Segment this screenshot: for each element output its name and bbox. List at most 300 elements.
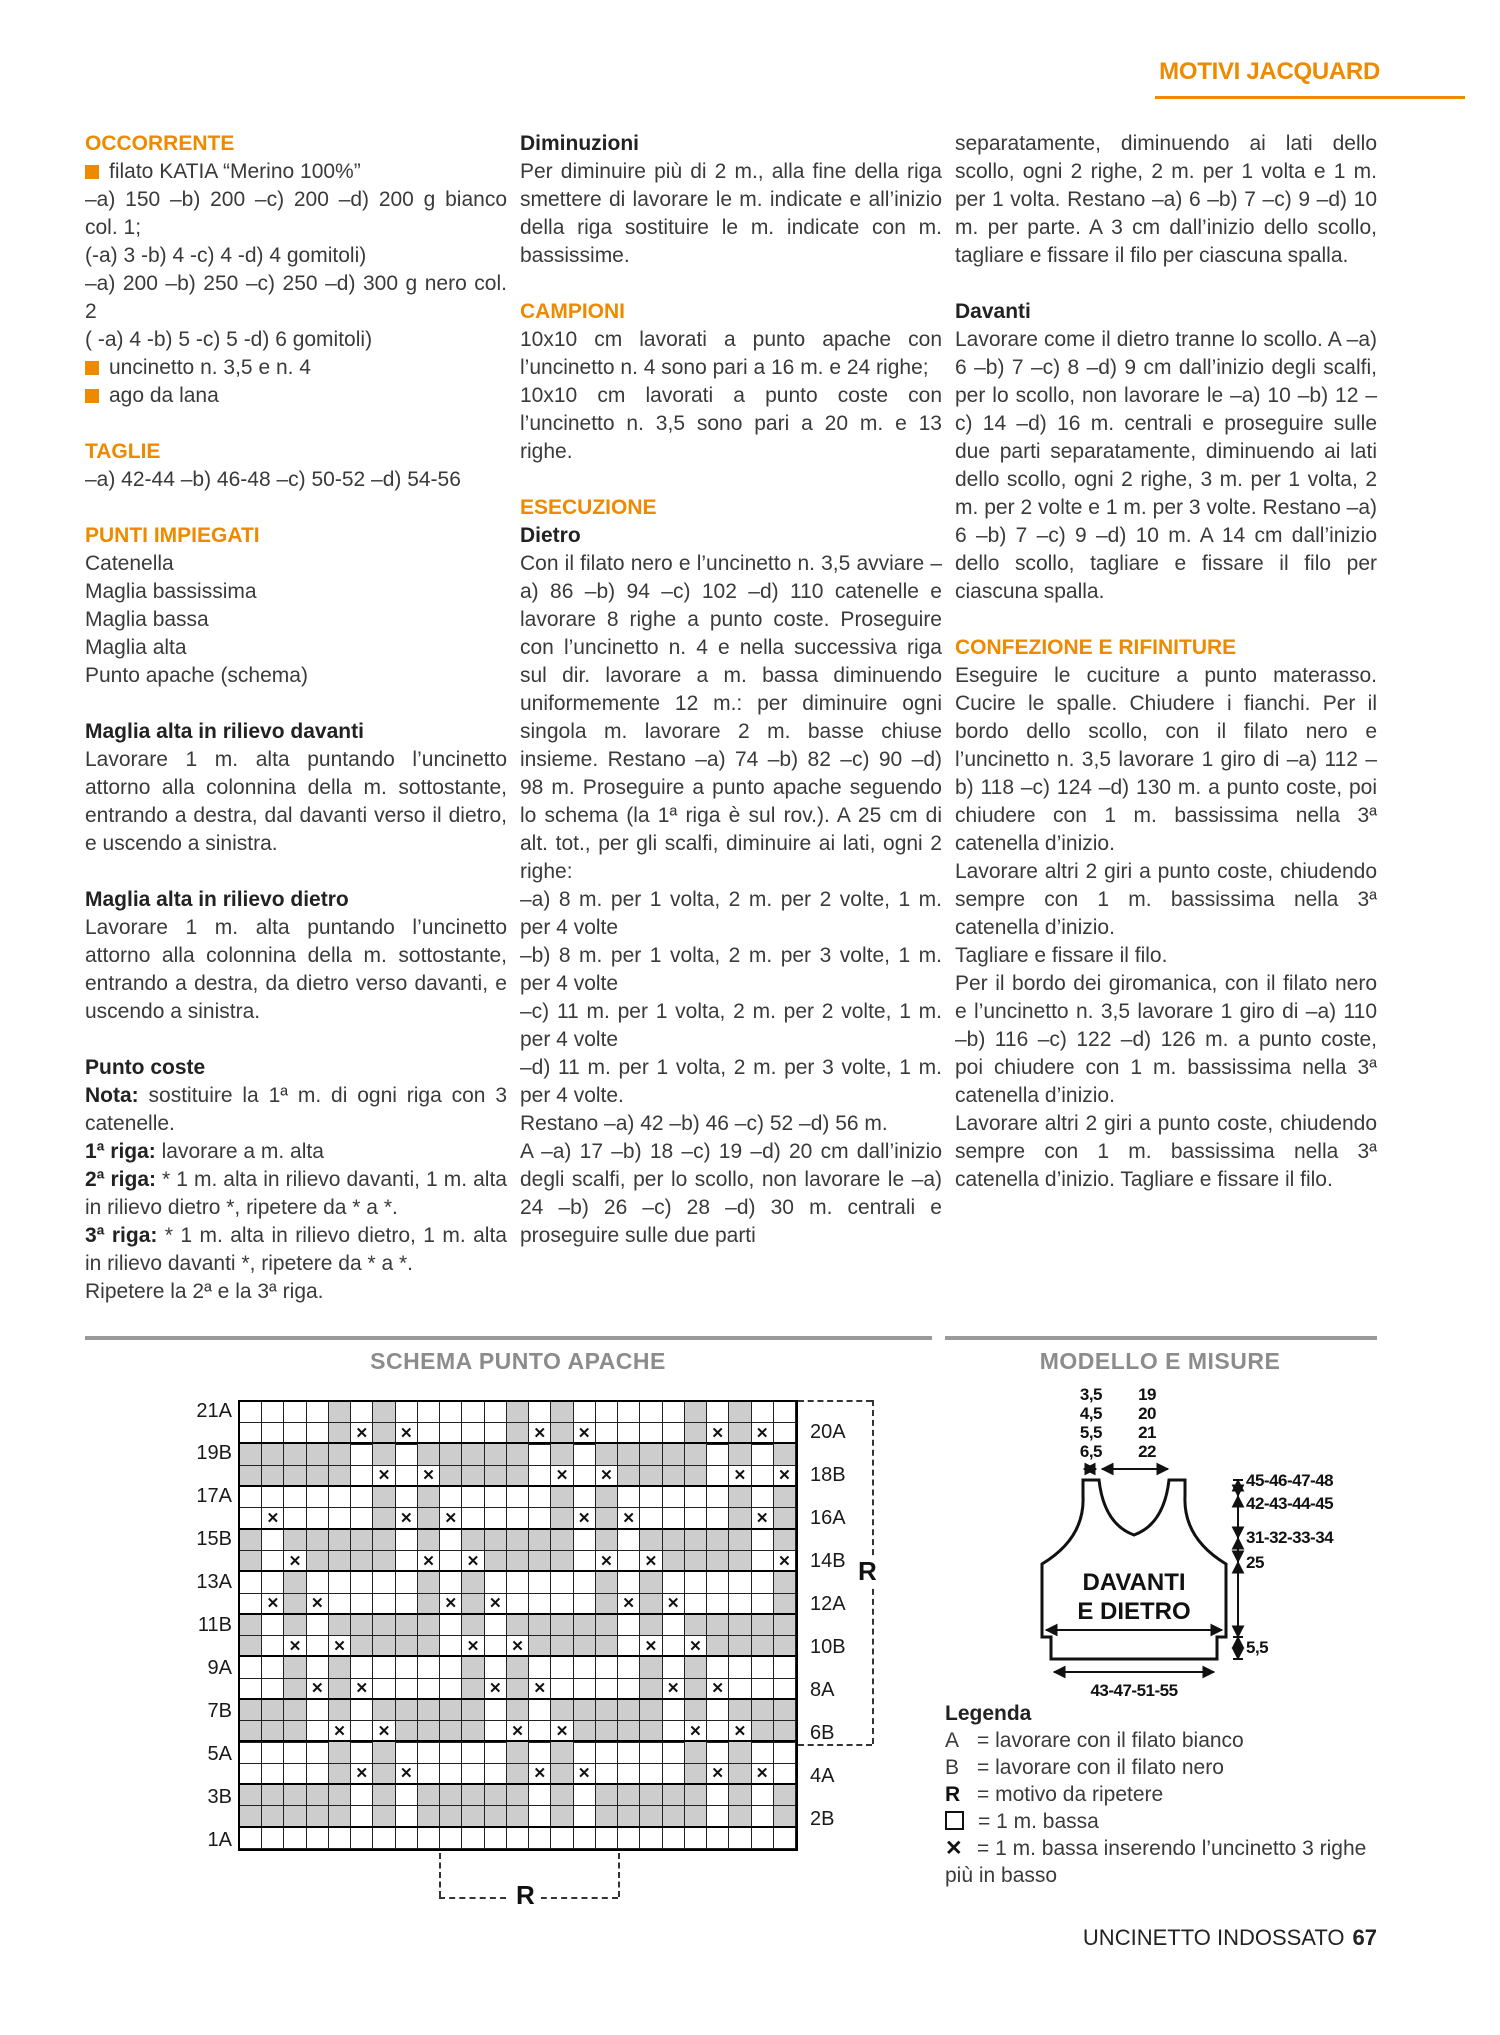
chart-cell-spike: ✕ <box>373 1721 395 1742</box>
chart-cell-white <box>640 1485 662 1508</box>
chart-cell-white <box>307 1485 329 1508</box>
chart-cell-white <box>351 1721 373 1742</box>
length-total: 45-46-47-48 <box>1246 1471 1334 1490</box>
chart-cell-white <box>752 1826 774 1849</box>
chart-cell-black <box>418 1783 440 1806</box>
chart-cell-white <box>307 1508 329 1529</box>
chart-cell-black <box>418 1528 440 1551</box>
chart-cell-black <box>284 1721 306 1742</box>
chart-cell-black <box>774 1570 796 1593</box>
chart-cell-white <box>574 1826 596 1849</box>
chart-cell-white <box>396 1528 418 1551</box>
length-body: 42-43-44-45 <box>1246 1494 1334 1513</box>
row-label-left: 19B <box>196 1442 232 1465</box>
legend-item <box>945 1754 1381 1781</box>
chart-cell-black <box>329 1740 351 1763</box>
shoulder-size-a: 3,5 <box>1079 1385 1102 1404</box>
chart-cell-white <box>307 1402 329 1423</box>
chart-cell-black <box>551 1806 573 1827</box>
chart-cell-white <box>618 1485 640 1508</box>
repeat-bracket-right-leg <box>618 1853 620 1897</box>
chart-cell-white <box>596 1679 618 1700</box>
repeat-marker-right: R <box>852 1556 883 1587</box>
chart-cell-black <box>307 1806 329 1827</box>
chart-cell-white <box>574 1442 596 1465</box>
chart-cell-white <box>440 1826 462 1849</box>
chart-cell-black <box>418 1636 440 1657</box>
chart-cell-white <box>329 1570 351 1593</box>
chart-cell-white <box>307 1826 329 1849</box>
chart-cell-white <box>685 1826 707 1849</box>
legend-item <box>945 1727 1381 1754</box>
shoulder-size-c: 5,5 <box>1079 1423 1102 1442</box>
chart-cell-white <box>396 1655 418 1678</box>
neck-size-a: 19 <box>1138 1385 1156 1404</box>
chart-cell-white <box>240 1679 262 1700</box>
chart-cell-white <box>640 1423 662 1444</box>
chart-cell-black <box>373 1698 395 1721</box>
chart-cell-black <box>685 1613 707 1636</box>
chart-cell-black <box>440 1698 462 1721</box>
bullet-text: ago da lana <box>109 384 219 407</box>
chart-cell-white <box>574 1485 596 1508</box>
chart-cell-spike: ✕ <box>351 1679 373 1700</box>
chart-cell-spike: ✕ <box>574 1764 596 1785</box>
chart-cell-white <box>574 1528 596 1551</box>
chart-cell-black <box>507 1442 529 1465</box>
chart-cell-white <box>462 1740 484 1763</box>
legend-text: = 1 m. bassa <box>978 1810 1099 1833</box>
chart-cell-white <box>774 1423 796 1444</box>
chart-cell-black <box>640 1655 662 1678</box>
chart-cell-white <box>707 1806 729 1827</box>
chart-cell-white <box>462 1764 484 1785</box>
chart-cell-black <box>774 1613 796 1636</box>
chart-cell-black <box>485 1551 507 1572</box>
bullet-item <box>85 382 507 410</box>
legend-symbol: ✕ <box>945 1837 963 1860</box>
row-label-right: 10B <box>810 1635 846 1658</box>
paragraph: –a) 150 –b) 200 –c) 200 –d) 200 g bianco col. 1; <box>85 188 507 239</box>
chart-cell-white <box>596 1764 618 1785</box>
chart-cell-black <box>262 1698 284 1721</box>
chart-cell-white <box>307 1655 329 1678</box>
section-heading: CONFEZIONE E RIFINITURE <box>955 636 1237 659</box>
chart-cell-black <box>752 1613 774 1636</box>
chart-cell-spike: ✕ <box>551 1466 573 1487</box>
chart-cell-white <box>262 1826 284 1849</box>
chart-cell-black <box>774 1783 796 1806</box>
chart-cell-black <box>507 1423 529 1444</box>
chart-cell-black <box>640 1442 662 1465</box>
row-label-right: 8A <box>810 1678 835 1701</box>
chart-cell-white <box>529 1826 551 1849</box>
chart-cell-white <box>240 1402 262 1423</box>
chart-cell-white <box>663 1636 685 1657</box>
paragraph: 10x10 cm lavorati a punto apache con l’uncinetto n. 4 sono pari a 16 m. e 24 righe; <box>520 328 942 379</box>
chart-cell-black <box>329 1806 351 1827</box>
chart-cell-black <box>329 1423 351 1444</box>
chart-cell-white <box>307 1740 329 1763</box>
chart-cell-white <box>396 1679 418 1700</box>
chart-cell-white <box>307 1721 329 1742</box>
subsection-heading: Dietro <box>520 524 581 547</box>
paragraph: A –a) 17 –b) 18 –c) 19 –d) 20 cm dall’inizio degli scalfi, per lo scollo, non lavorare le –a) 24 –b) 26 –c) 28 –d) 30 m. centrali e proseguire sulle due parti <box>520 1140 942 1247</box>
chart-cell-white <box>329 1594 351 1615</box>
chart-cell-black <box>685 1402 707 1423</box>
orange-square-icon <box>85 165 99 179</box>
chart-cell-black <box>329 1528 351 1551</box>
paragraph: –b) 8 m. per 1 volta, 2 m. per 3 volte, 1 m. per 4 volte <box>520 944 942 995</box>
chart-cell-white <box>640 1826 662 1849</box>
chart-cell-black <box>685 1528 707 1551</box>
chart-cell-white <box>396 1466 418 1487</box>
chart-cell-black <box>574 1636 596 1657</box>
chart-cell-black <box>418 1485 440 1508</box>
chart-cell-white <box>663 1402 685 1423</box>
row-label-right: 6B <box>810 1721 835 1744</box>
chart-cell-black <box>307 1466 329 1487</box>
chart-cell-white <box>240 1826 262 1849</box>
chart-cell-black <box>462 1570 484 1593</box>
chart-cell-white <box>240 1508 262 1529</box>
chart-title: SCHEMA PUNTO APACHE <box>370 1348 666 1374</box>
chart-cell-black <box>707 1528 729 1551</box>
paragraph: Maglia bassa <box>85 608 209 631</box>
chart-cell-black <box>507 1698 529 1721</box>
paragraph: Lavorare 1 m. alta puntando l’uncinetto attorno alla colonnina della m. sottostante, entrando a destra, dal davanti verso il dietro, e uscendo a sinistra. <box>85 748 507 855</box>
chart-cell-white <box>262 1551 284 1572</box>
chart-cell-black <box>307 1442 329 1465</box>
chart-cell-black <box>507 1551 529 1572</box>
chart-cell-white <box>618 1402 640 1423</box>
paragraph: Eseguire le cuciture a punto materasso. Cucire le spalle. Chiudere i fianchi. Per il bordo dello scollo, con il filato nero e l’uncinetto n. 3,5 lavorare 1 giro di –a) 112 –b) 118 –c) 124 –d) 130 m. a punto coste, poi chiudere con 1 m. bassissima nella 3ª catenella d’inizio. <box>955 664 1377 855</box>
chart-cell-white <box>307 1613 329 1636</box>
chart-cell-black <box>551 1764 573 1785</box>
chart-cell-white <box>729 1594 751 1615</box>
chart-cell-white <box>640 1740 662 1763</box>
chart-cell-white <box>262 1570 284 1593</box>
text-columns <box>85 130 1377 1306</box>
chart-cell-black <box>774 1442 796 1465</box>
chart-cell-black <box>663 1551 685 1572</box>
bullet-item <box>85 158 507 186</box>
neck-size-b: 20 <box>1138 1404 1156 1423</box>
chart-cell-spike: ✕ <box>752 1508 774 1529</box>
column-3 <box>955 130 1377 1306</box>
chart-cell-white <box>396 1442 418 1465</box>
chart-cell-white <box>351 1594 373 1615</box>
chart-cell-white <box>262 1402 284 1423</box>
chart-cell-white <box>551 1594 573 1615</box>
divider-rule-right <box>945 1336 1377 1340</box>
piece-label-1: DAVANTI <box>1082 1569 1186 1596</box>
subsection-heading: Punto coste <box>85 1056 206 1079</box>
chart-cell-black <box>596 1721 618 1742</box>
chart-cell-black <box>685 1783 707 1806</box>
chart-cell-black <box>440 1442 462 1465</box>
chart-cell-white <box>351 1740 373 1763</box>
chart-cell-black <box>729 1528 751 1551</box>
chart-cell-white <box>373 1570 395 1593</box>
chart-cell-black <box>663 1442 685 1465</box>
chart-cell-black <box>729 1806 751 1827</box>
row-label-left: 13A <box>196 1571 232 1594</box>
chart-cell-black <box>640 1783 662 1806</box>
chart-cell-black <box>485 1528 507 1551</box>
chart-cell-black <box>729 1485 751 1508</box>
chart-cell-white <box>529 1570 551 1593</box>
legend-text: = motivo da ripetere <box>977 1783 1164 1806</box>
chart-cell-black <box>596 1636 618 1657</box>
chart-cell-white <box>618 1551 640 1572</box>
chart-cell-spike: ✕ <box>485 1679 507 1700</box>
paragraph: Per diminuire più di 2 m., alla fine della riga smettere di lavorare le m. indicate e all’inizio della riga sostituire le m. indicate con m. bassissime. <box>520 160 942 267</box>
paragraph: Lavorare altri 2 giri a punto coste, chiudendo sempre con 1 m. bassissima nella 3ª catenella d’inizio. Tagliare e fissare il filo. <box>955 1112 1377 1191</box>
chart-cell-spike: ✕ <box>507 1636 529 1657</box>
chart-cell-white <box>307 1423 329 1444</box>
paragraph: Nota: sostituire la 1ª m. di ogni riga con 3 catenelle. <box>85 1084 508 1135</box>
chart-cell-black <box>685 1423 707 1444</box>
chart-cell-white <box>440 1636 462 1657</box>
chart-cell-white <box>329 1826 351 1849</box>
chart-cell-white <box>485 1764 507 1785</box>
chart-cell-white <box>707 1826 729 1849</box>
chart-cell-spike: ✕ <box>284 1636 306 1657</box>
chart-cell-white <box>574 1466 596 1487</box>
chart-cell-black <box>685 1764 707 1785</box>
chart-cell-white <box>663 1740 685 1763</box>
chart-cell-white <box>707 1594 729 1615</box>
chart-cell-black <box>729 1551 751 1572</box>
chart-cell-white <box>729 1570 751 1593</box>
chart-cell-white <box>618 1679 640 1700</box>
chart-cell-white <box>440 1764 462 1785</box>
chart-cell-black <box>351 1528 373 1551</box>
chart-cell-black <box>685 1551 707 1572</box>
section-heading: PUNTI IMPIEGATI <box>85 524 260 547</box>
chart-cell-black <box>262 1721 284 1742</box>
chart-cell-white <box>707 1485 729 1508</box>
page-title: MOTIVI JACQUARD <box>1159 58 1380 85</box>
chart-cell-spike: ✕ <box>284 1551 306 1572</box>
chart-cell-white <box>440 1613 462 1636</box>
chart-cell-black <box>663 1528 685 1551</box>
chart-cell-white <box>707 1740 729 1763</box>
chart-cell-spike: ✕ <box>618 1594 640 1615</box>
chart-cell-white <box>373 1594 395 1615</box>
paragraph: Lavorare come il dietro tranne lo scollo. A –a) 6 –b) 7 –c) 8 –d) 9 cm dall’inizio degli scalfi, per lo scollo, non lavorare le –a) 10 –b) 12 –c) 14 –d) 16 m. centrali e proseguire sulle due parti separatamente, diminuendo ai lati dello scollo, ogni 2 righe, 3 m. per 1 volta, 2 m. per 2 volte e 1 m. per 3 volte. Restano –a) 6 –b) 7 –c) 9 –d) 10 m. A 14 cm dall’inizio dello scollo, tagliare e fissare il filo per ciascuna spalla. <box>955 328 1377 603</box>
chart-cell-white <box>707 1442 729 1465</box>
piece-label-2: E DIETRO <box>1077 1598 1191 1625</box>
paragraph: Lavorare altri 2 giri a punto coste, chiudendo sempre con 1 m. bassissima nella 3ª catenella d’inizio. <box>955 860 1377 939</box>
chart-cell-white <box>752 1679 774 1700</box>
chart-cell-black <box>774 1528 796 1551</box>
chart-cell-black <box>618 1442 640 1465</box>
chart-cell-black <box>396 1721 418 1742</box>
row-label-right: 18B <box>810 1463 846 1486</box>
chart-cell-black <box>529 1528 551 1551</box>
chart-cell-spike: ✕ <box>529 1679 551 1700</box>
paragraph: 2ª riga: * 1 m. alta in rilievo davanti, 1 m. alta in rilievo dietro *, ripetere da * a *. <box>85 1168 507 1219</box>
chart-cell-white <box>507 1826 529 1849</box>
chart-cell-white <box>618 1826 640 1849</box>
footer-text: UNCINETTO INDOSSATO <box>1082 1925 1345 1950</box>
chart-cell-white <box>462 1402 484 1423</box>
chart-cell-white <box>396 1570 418 1593</box>
chart-cell-black <box>685 1806 707 1827</box>
chart-cell-black <box>307 1551 329 1572</box>
chart-cell-black <box>551 1508 573 1529</box>
chart-cell-white <box>752 1740 774 1763</box>
chart-cell-black <box>440 1783 462 1806</box>
chart-cell-black <box>329 1402 351 1423</box>
chart-cell-white <box>485 1636 507 1657</box>
chart-cell-black <box>729 1636 751 1657</box>
chart-cell-black <box>551 1551 573 1572</box>
chart-cell-black <box>707 1613 729 1636</box>
section-heading: TAGLIE <box>85 440 161 463</box>
chart-cell-white <box>618 1528 640 1551</box>
chart-cell-black <box>373 1423 395 1444</box>
chart-cell-black <box>462 1594 484 1615</box>
chart-cell-white <box>485 1655 507 1678</box>
chart-cell-white <box>663 1698 685 1721</box>
chart-cell-white <box>596 1423 618 1444</box>
chart-cell-black <box>551 1423 573 1444</box>
chart-cell-white <box>707 1508 729 1529</box>
chart-cell-spike: ✕ <box>640 1551 662 1572</box>
chart-cell-white <box>574 1806 596 1827</box>
subsection-heading: Diminuzioni <box>520 132 639 155</box>
chart-cell-white <box>507 1594 529 1615</box>
chart-cell-spike: ✕ <box>307 1594 329 1615</box>
chart-cell-black <box>240 1466 262 1487</box>
chart-cell-black <box>373 1485 395 1508</box>
chart-cell-white <box>262 1679 284 1700</box>
chart-cell-black <box>729 1402 751 1423</box>
paragraph: Con il filato nero e l’uncinetto n. 3,5 avviare –a) 86 –b) 94 –c) 102 –d) 110 catenelle e lavorare 8 righe a punto coste. Proseguire con l’uncinetto n. 4 e nella successiva riga sul dir. lavorare a m. bassa diminuendo uniformemente 12 m.: per diminuire ogni singola m. lavorare 2 m. basse chiuse insieme. Restano –a) 74 –b) 82 –c) 90 –d) 98 m. Proseguire a punto apache seguendo lo schema (la 1ª riga è sul rov.). A 25 cm di alt. tot., per gli scalfi, diminuire ai lati, ogni 2 righe: <box>520 552 942 883</box>
single-crochet-square-icon <box>945 1811 964 1830</box>
chart-cell-black <box>774 1508 796 1529</box>
chart-cell-white <box>440 1740 462 1763</box>
bullet-text: uncinetto n. 3,5 e n. 4 <box>109 356 311 379</box>
chart-cell-black <box>262 1806 284 1827</box>
chart-cell-white <box>418 1423 440 1444</box>
chart-cell-white <box>396 1740 418 1763</box>
chart-cell-white <box>440 1551 462 1572</box>
chart-cell-white <box>663 1826 685 1849</box>
chart-cell-black <box>507 1402 529 1423</box>
chart-cell-spike: ✕ <box>551 1721 573 1742</box>
chart-cell-spike: ✕ <box>774 1551 796 1572</box>
chart-cell-white <box>618 1740 640 1763</box>
chart-cell-black <box>685 1466 707 1487</box>
chart-grid <box>238 1400 798 1851</box>
chart-cell-black <box>240 1698 262 1721</box>
chart-cell-white <box>618 1613 640 1636</box>
page-footer <box>945 1925 1377 1951</box>
legend-text: = 1 m. bassa inserendo l’uncinetto 3 righe più in basso <box>945 1837 1367 1887</box>
chart-cell-white <box>618 1423 640 1444</box>
chart-cell-black <box>373 1402 395 1423</box>
chart-cell-black <box>240 1528 262 1551</box>
chart-cell-white <box>307 1764 329 1785</box>
chart-cell-white <box>774 1655 796 1678</box>
paragraph: 3ª riga: * 1 m. alta in rilievo dietro, 1 m. alta in rilievo davanti *, ripetere da * a *. <box>85 1224 507 1275</box>
chart-cell-white <box>485 1423 507 1444</box>
chart-cell-black <box>618 1721 640 1742</box>
chart-cell-white <box>685 1594 707 1615</box>
chart-cell-white <box>351 1485 373 1508</box>
chart-cell-black <box>284 1806 306 1827</box>
chart-cell-spike: ✕ <box>774 1466 796 1487</box>
chart-cell-spike: ✕ <box>707 1423 729 1444</box>
chart-cell-black <box>774 1698 796 1721</box>
chart-cell-white <box>752 1806 774 1827</box>
chart-cell-spike: ✕ <box>396 1508 418 1529</box>
chart-cell-white <box>396 1485 418 1508</box>
chart-cell-black <box>640 1806 662 1827</box>
chart-cell-spike: ✕ <box>529 1764 551 1785</box>
row-label-right: 4A <box>810 1764 835 1787</box>
subsection-heading: Davanti <box>955 300 1031 323</box>
chart-cell-white <box>774 1402 796 1423</box>
chart-cell-spike: ✕ <box>262 1594 284 1615</box>
chart-cell-white <box>752 1485 774 1508</box>
chart-cell-black <box>729 1442 751 1465</box>
chart-cell-white <box>529 1594 551 1615</box>
chart-cell-spike: ✕ <box>418 1466 440 1487</box>
chart-cell-black <box>462 1721 484 1742</box>
row-label-left: 5A <box>207 1743 232 1766</box>
chart-cell-black <box>440 1466 462 1487</box>
chart-cell-black <box>551 1402 573 1423</box>
chart-cell-white <box>240 1740 262 1763</box>
chart-cell-black <box>596 1698 618 1721</box>
chart-cell-black <box>640 1466 662 1487</box>
chart-cell-black <box>307 1783 329 1806</box>
chart-cell-black <box>418 1594 440 1615</box>
chart-cell-black <box>507 1655 529 1678</box>
chart-cell-white <box>529 1698 551 1721</box>
chart-cell-white <box>774 1764 796 1785</box>
chart-cell-black <box>373 1442 395 1465</box>
chart-cell-white <box>707 1570 729 1593</box>
chart-cell-black <box>462 1679 484 1700</box>
row-label-left: 7B <box>207 1700 232 1723</box>
chart-cell-black <box>551 1636 573 1657</box>
chart-cell-black <box>373 1551 395 1572</box>
chart-cell-white <box>618 1570 640 1593</box>
chart-cell-black <box>640 1613 662 1636</box>
chart-cell-spike: ✕ <box>596 1466 618 1487</box>
chart-cell-white <box>440 1679 462 1700</box>
chart-cell-spike: ✕ <box>462 1551 484 1572</box>
chart-cell-black <box>240 1721 262 1742</box>
paragraph: Ripetere la 2ª e la 3ª riga. <box>85 1280 324 1303</box>
chart-cell-white <box>574 1783 596 1806</box>
chart-cell-white <box>596 1402 618 1423</box>
chart-cell-black <box>640 1570 662 1593</box>
chart-cell-black <box>440 1806 462 1827</box>
chart-cell-black <box>262 1442 284 1465</box>
chart-cell-black <box>507 1613 529 1636</box>
chart-cell-black <box>329 1698 351 1721</box>
subsection-heading: Maglia alta in rilievo dietro <box>85 888 349 911</box>
chart-cell-black <box>418 1508 440 1529</box>
chart-cell-black <box>618 1698 640 1721</box>
